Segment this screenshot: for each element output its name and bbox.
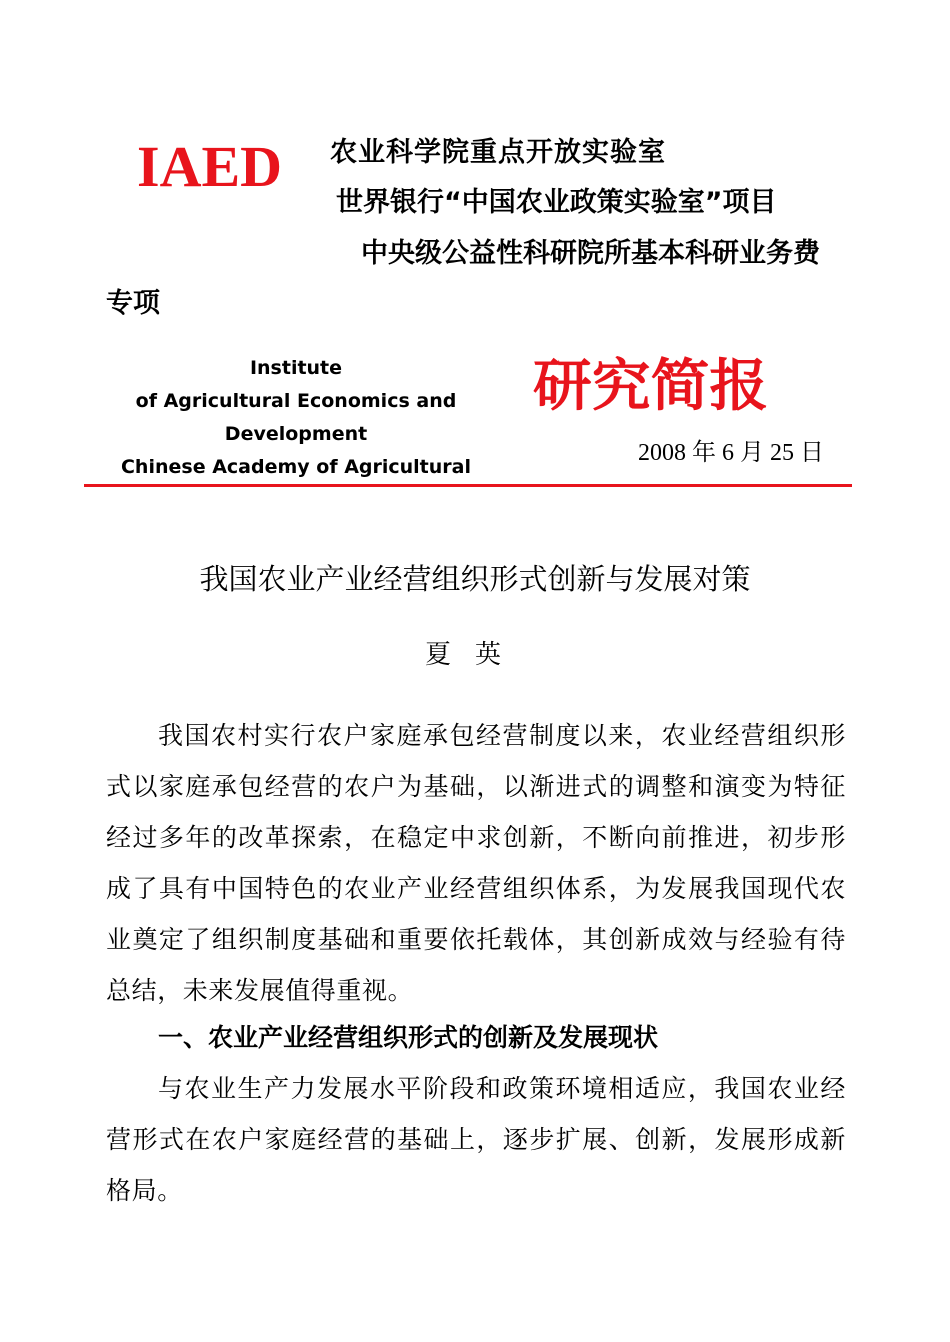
header-line-funding-cont: 专项 xyxy=(106,288,160,319)
section-heading: 一、农业产业经营组织形式的创新及发展现状 xyxy=(158,1023,659,1052)
institute-line: of Agricultural Economics and xyxy=(135,390,457,412)
issue-date: 2008 年 6 月 25 日 xyxy=(638,440,824,466)
body-paragraph: 与农业生产力发展水平阶段和政策环境相适应，我国农业经营形式在农户家庭经营的基础上，逐步扩展、创新，发展形成新格局。 xyxy=(106,1074,846,1205)
research-brief-title: 研究简报 xyxy=(533,353,769,419)
institute-name-block xyxy=(108,352,484,478)
header-line-funding: 中央级公益性科研院所基本科研业务费 xyxy=(361,238,820,269)
header-line-worldbank: 世界银行“中国农业政策实验室”项目 xyxy=(336,187,777,218)
header-divider xyxy=(84,484,852,487)
article-title: 我国农业产业经营组织形式创新与发展对策 xyxy=(199,562,751,596)
iaed-logo: IAED xyxy=(137,134,283,199)
article-author xyxy=(0,642,950,668)
institute-line: Institute xyxy=(249,357,343,379)
institute-line: Chinese Academy of Agricultural xyxy=(120,456,471,478)
body-paragraph: 我国农村实行农户家庭承包经营制度以来，农业经营组织形式以家庭承包经营的农户为基础，以渐进式的调整和演变为特征经过多年的改革探索，在稳定中求创新，不断向前推进，初步形成了具有中国特色的农业产业经营组织体系，为发展我国现代农业奠定了组织制度基础和重要依托载体，其创新成效与经验有待总结，未来发展值得重视。 xyxy=(106,721,846,1005)
institute-line: Development xyxy=(224,423,368,445)
author-name: 夏英 xyxy=(424,640,525,670)
header-line-lab: 农业科学院重点开放实验室 xyxy=(330,137,666,168)
